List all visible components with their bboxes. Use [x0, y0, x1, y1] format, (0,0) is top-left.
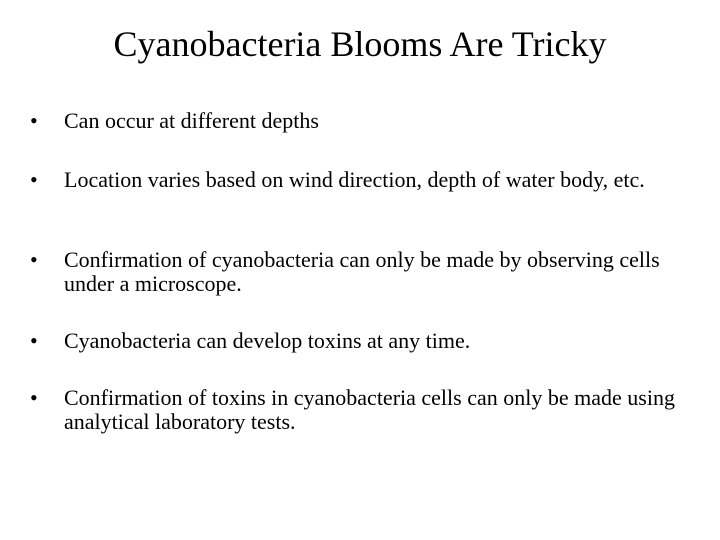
bullet-item: [30, 248, 680, 296]
bullet-icon: •: [30, 328, 38, 353]
slide-title: Cyanobacteria Blooms Are Tricky: [113, 24, 607, 64]
bullet-icon: •: [30, 167, 38, 192]
bullet-text: Can occur at different depths: [64, 108, 319, 133]
bullet-icon: •: [30, 108, 38, 133]
bullet-item: [30, 109, 680, 133]
bullet-text: Confirmation of toxins in cyanobacteria cells can only be made using analytical laboratory tests.: [64, 385, 675, 434]
bullet-item: [30, 168, 680, 192]
bullet-icon: •: [30, 385, 38, 410]
bullet-item: [30, 329, 680, 353]
bullet-text: Confirmation of cyanobacteria can only be made by observing cells under a microscope.: [64, 247, 660, 296]
bullet-item: [30, 386, 680, 434]
bullet-icon: •: [30, 247, 38, 272]
bullet-text: Cyanobacteria can develop toxins at any time.: [64, 328, 471, 353]
bullet-text: Location varies based on wind direction, depth of water body, etc.: [64, 167, 645, 192]
